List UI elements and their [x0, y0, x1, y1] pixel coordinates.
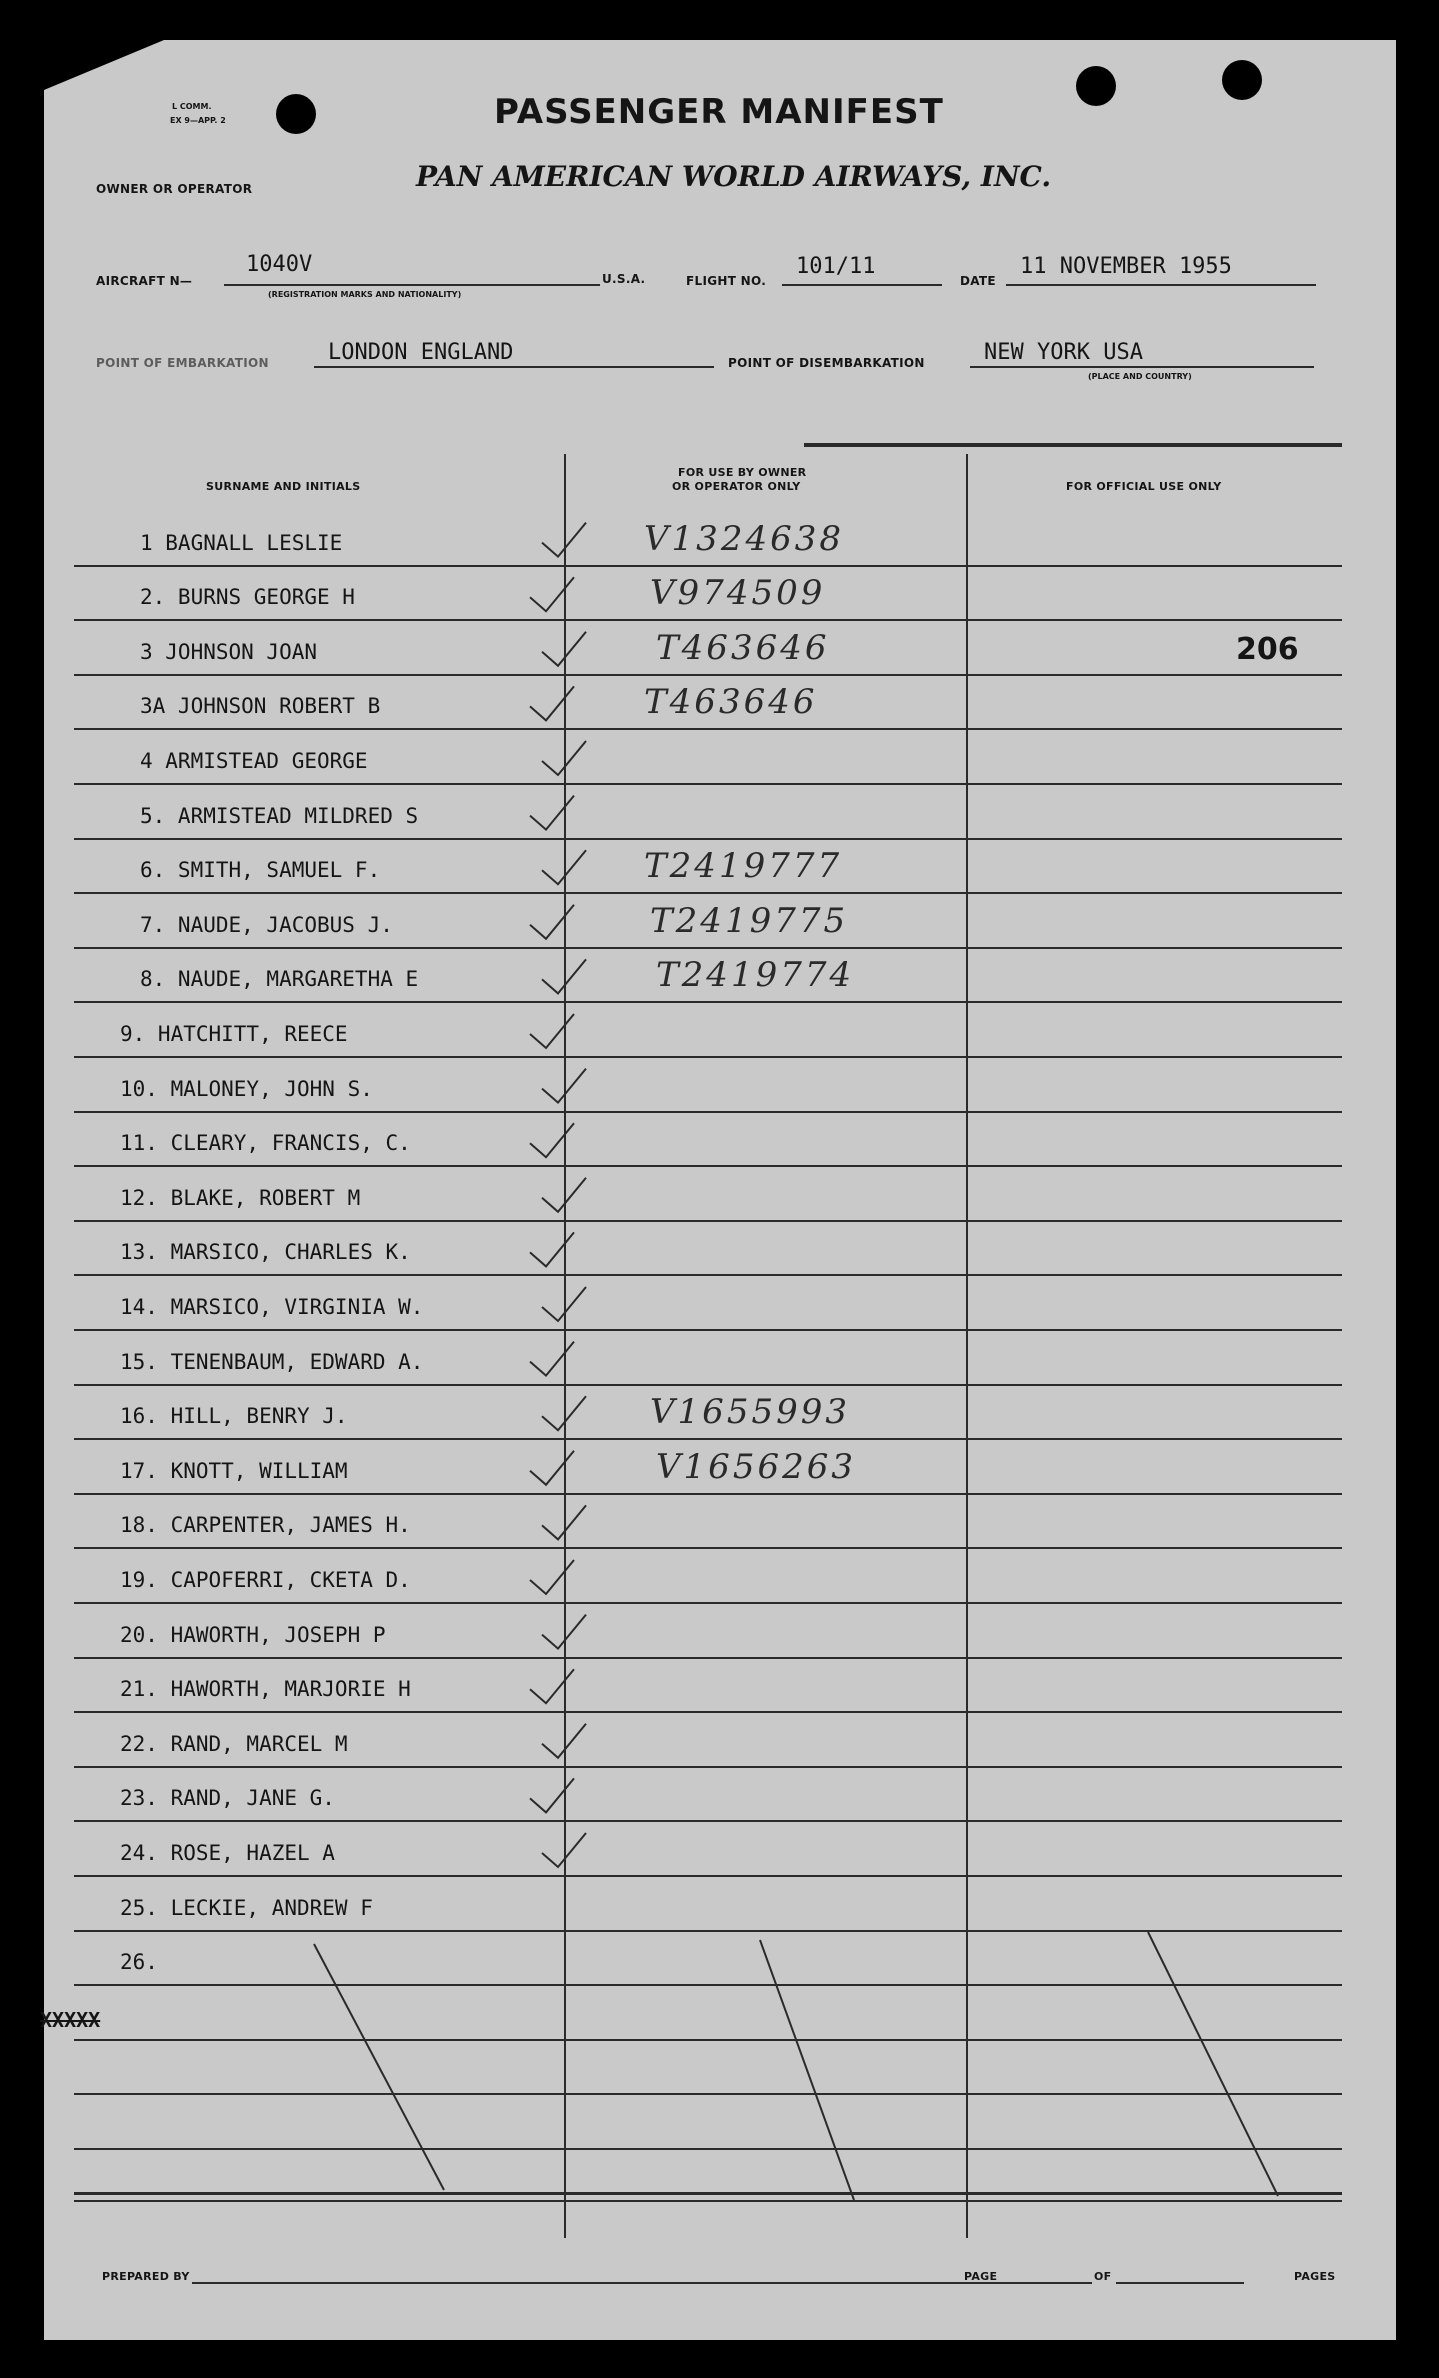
date-value: 11 NOVEMBER 1955	[1020, 254, 1232, 279]
passport-note: V974509	[650, 573, 826, 614]
passenger-name: 23. RAND, JANE G.	[120, 1786, 335, 1811]
passenger-name: 15. TENENBAUM, EDWARD A.	[120, 1349, 424, 1374]
passenger-name: 19. CAPOFERRI, CKETA D.	[120, 1568, 411, 1592]
void-strike-line	[1148, 1932, 1278, 2196]
check-mark	[530, 1451, 574, 1485]
passenger-name: 21. HAWORTH, MARJORIE H	[120, 1677, 411, 1702]
passenger-name: 14. MARSICO, VIRGINIA W.	[120, 1295, 424, 1319]
passenger-name: 18. CARPENTER, JAMES H.	[120, 1513, 411, 1538]
passport-note: V1324638	[644, 518, 844, 559]
passenger-name: 24. ROSE, HAZEL A	[120, 1841, 335, 1865]
check-mark	[530, 1778, 574, 1812]
of-label: OF	[1094, 2270, 1112, 2283]
passenger-name: 26.	[120, 1950, 158, 1975]
form-reference-line1: L COMM.	[172, 102, 212, 111]
passport-note: T2419775	[650, 900, 849, 941]
surname-column-header: SURNAME AND INITIALS	[206, 480, 361, 493]
owner-operator-label: OWNER OR OPERATOR	[96, 182, 253, 196]
check-mark	[530, 1342, 574, 1376]
check-mark	[530, 1560, 574, 1594]
check-mark	[542, 741, 586, 775]
page-title: PASSENGER MANIFEST	[494, 92, 944, 132]
passenger-name: 7. NAUDE, JACOBUS J.	[140, 912, 393, 937]
form-reference-line2: EX 9—APP. 2	[170, 116, 226, 125]
official-use-header: FOR OFFICIAL USE ONLY	[1066, 480, 1222, 493]
passenger-name: 1 BAGNALL LESLIE	[140, 530, 343, 555]
passenger-name: 17. KNOTT, WILLIAM	[120, 1458, 348, 1483]
check-mark	[530, 1123, 574, 1157]
check-mark	[542, 1069, 586, 1103]
check-mark	[542, 1178, 586, 1212]
embarkation-value: LONDON ENGLAND	[328, 340, 514, 365]
passport-note: T2419774	[656, 955, 855, 996]
check-mark	[542, 1724, 586, 1758]
passport-note: V1655993	[650, 1392, 850, 1433]
passenger-name: 6. SMITH, SAMUEL F.	[140, 858, 381, 883]
owner-use-header-line2: OR OPERATOR ONLY	[672, 480, 801, 493]
passenger-name: 25. LECKIE, ANDREW F	[120, 1895, 373, 1920]
passport-note: T463646	[656, 627, 830, 668]
check-mark	[542, 850, 586, 884]
passenger-name: 4 ARMISTEAD GEORGE	[140, 749, 368, 773]
official-entry: 206	[1236, 631, 1299, 667]
passenger-name: 12. BLAKE, ROBERT M	[120, 1185, 361, 1210]
passenger-name: 5. ARMISTEAD MILDRED S	[140, 803, 419, 828]
disembarkation-label: POINT OF DISEMBARKATION	[728, 356, 925, 370]
date-label: DATE	[960, 274, 996, 288]
passenger-name: 16. HILL, BENRY J.	[120, 1404, 348, 1429]
passenger-name: 8. NAUDE, MARGARETHA E	[140, 967, 419, 992]
check-mark	[542, 1287, 586, 1321]
check-mark	[542, 1396, 586, 1430]
aircraft-label: AIRCRAFT N—	[96, 274, 193, 288]
check-mark	[530, 577, 574, 611]
check-mark	[542, 632, 586, 666]
check-mark	[542, 1505, 586, 1539]
check-mark	[530, 796, 574, 830]
check-mark	[542, 1615, 586, 1649]
void-strike-line	[760, 1940, 854, 2200]
passenger-name: 11. CLEARY, FRANCIS, C.	[120, 1131, 411, 1156]
passenger-name: 2. BURNS GEORGE H	[140, 585, 355, 610]
passport-note: T2419777	[644, 846, 843, 887]
passport-note: V1656263	[656, 1446, 856, 1487]
table-bottom-rule	[74, 2192, 1342, 2195]
place-country-note: (PLACE AND COUNTRY)	[1088, 372, 1192, 381]
struck-entry: XXXXX	[40, 2008, 101, 2032]
page-label: PAGE	[964, 2270, 998, 2283]
disembarkation-value: NEW YORK USA	[984, 340, 1143, 365]
check-mark	[542, 523, 586, 557]
check-mark	[542, 959, 586, 993]
passenger-name: 10. MALONEY, JOHN S.	[120, 1076, 373, 1101]
passenger-name: 22. RAND, MARCEL M	[120, 1731, 348, 1756]
check-mark	[530, 1232, 574, 1266]
passport-note: T463646	[644, 682, 818, 723]
check-mark	[530, 905, 574, 939]
passenger-name: 3A JOHNSON ROBERT B	[140, 694, 381, 719]
owner-use-header-line1: FOR USE BY OWNER	[678, 466, 807, 479]
pen-marks	[44, 40, 1396, 2340]
prepared-by-label: PREPARED BY	[102, 2270, 190, 2283]
embarkation-label: POINT OF EMBARKATION	[96, 356, 269, 370]
pages-label: PAGES	[1294, 2270, 1336, 2283]
flight-value: 101/11	[796, 254, 876, 279]
check-mark	[530, 1014, 574, 1048]
flight-label: FLIGHT NO.	[686, 274, 767, 288]
usa-label: U.S.A.	[602, 272, 646, 286]
check-mark	[542, 1833, 586, 1867]
passenger-name: 9. HATCHITT, REECE	[120, 1022, 348, 1046]
passenger-name: 13. MARSICO, CHARLES K.	[120, 1240, 411, 1265]
aircraft-value: 1040V	[246, 252, 313, 277]
passenger-name: 3 JOHNSON JOAN	[140, 639, 318, 664]
void-strike-line	[314, 1944, 444, 2190]
check-mark	[530, 1669, 574, 1703]
passenger-name: 20. HAWORTH, JOSEPH P	[120, 1622, 386, 1647]
check-mark	[530, 686, 574, 720]
manifest-page	[40, 40, 1396, 2340]
registration-note: (REGISTRATION MARKS AND NATIONALITY)	[268, 290, 462, 299]
airline-name: PAN AMERICAN WORLD AIRWAYS, INC.	[416, 160, 1052, 193]
